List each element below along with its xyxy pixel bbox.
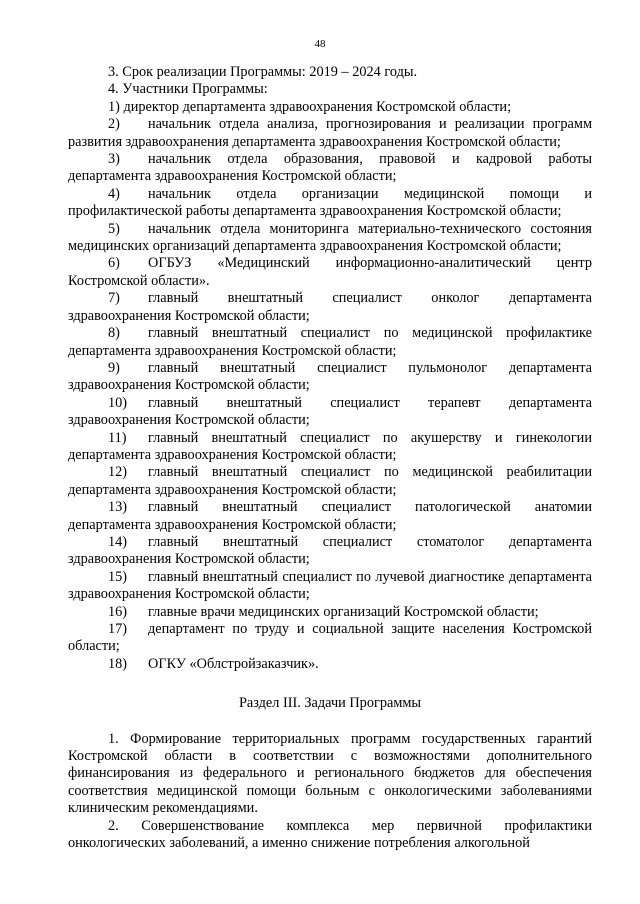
participant-number: 9) bbox=[108, 359, 120, 376]
participant-text: главный внештатный специалист по акушерству и гинекологии департамента здравоохранения Костромской области; bbox=[68, 429, 592, 463]
participant-number: 12) bbox=[108, 464, 128, 481]
participant-text: главный внештатный специалист патологической анатомии департамента здравоохранения Костромской области; bbox=[68, 499, 592, 533]
participant-number: 14) bbox=[108, 533, 128, 550]
participant-item bbox=[68, 656, 592, 673]
participant-number: 17) bbox=[108, 621, 128, 637]
participant-number: 15) bbox=[108, 568, 128, 585]
participant-text: главный внештатный специалист по лучевой диагностике департамента здравоохранения Костромской области; bbox=[68, 568, 592, 603]
task-paragraph: 1. Формирование территориальных программ государственных гарантий Костромской области в соответствии с возможностями дополнительного финансирования из федерального и регионального бюджетов для обеспечения соответствия медицинской помощи больным с онкологическими заболеваниями клиническим рекомендациями. bbox=[68, 730, 592, 817]
participant-item bbox=[68, 569, 592, 604]
participant-item bbox=[68, 151, 592, 186]
participant-number: 10) bbox=[108, 394, 128, 411]
participant-item bbox=[68, 116, 592, 151]
participant-item-1: 1) директор департамента здравоохранения Костромской области; bbox=[108, 98, 512, 115]
participant-number: 4) bbox=[108, 185, 120, 202]
participant-item bbox=[68, 604, 592, 621]
participant-text: начальник отдела образования, правовой и кадровой работы департамента здравоохранения Костромской области; bbox=[68, 151, 592, 185]
document-body bbox=[68, 64, 592, 852]
participant-text: главный внештатный специалист стоматолог департамента здравоохранения Костромской области; bbox=[68, 533, 592, 568]
participant-item bbox=[68, 290, 592, 325]
participant-number: 5) bbox=[108, 220, 120, 237]
participant-number: 7) bbox=[108, 290, 120, 307]
participant-item bbox=[68, 621, 592, 656]
participant-item bbox=[68, 186, 592, 221]
participant-text: главный внештатный специалист по медицинской профилактике департамента здравоохранения Костромской области; bbox=[68, 325, 592, 359]
participant-text: главный внештатный специалист по медицинской реабилитации департамента здравоохранения Костромской области; bbox=[68, 464, 592, 498]
participant-item bbox=[68, 430, 592, 465]
participants-list bbox=[68, 116, 592, 673]
participant-item bbox=[68, 325, 592, 360]
participant-item bbox=[68, 499, 592, 534]
participant-number: 13) bbox=[108, 499, 128, 516]
task-paragraph: 2. Совершенствование комплекса мер первичной профилактики онкологических заболеваний, а именно снижение потребления алкогольной bbox=[68, 817, 592, 852]
section-title: Раздел III. Задачи Программы bbox=[238, 695, 422, 712]
participant-text: ОГКУ «Облстройзаказчик». bbox=[148, 655, 319, 672]
participant-item bbox=[68, 395, 592, 430]
participant-text: главный внештатный специалист терапевт департамента здравоохранения Костромской области; bbox=[68, 394, 592, 429]
participant-text: главный внештатный специалист пульмонолог департамента здравоохранения Костромской области; bbox=[68, 359, 592, 394]
participant-item bbox=[68, 255, 592, 290]
participant-number: 16) bbox=[108, 603, 128, 620]
participant-text: главные врачи медицинских организаций Костромской области; bbox=[148, 603, 539, 620]
participant-text: начальник отдела мониторинга материально-технического состояния медицинских организаций департамента здравоохранения Костромской области; bbox=[68, 220, 592, 255]
participants-heading: 4. Участники Программы: bbox=[108, 81, 268, 98]
participant-number: 18) bbox=[108, 655, 128, 672]
participant-item bbox=[68, 534, 592, 569]
page-number: 48 bbox=[314, 38, 326, 50]
program-term-line: 3. Срок реализации Программы: 2019 – 2024 годы. bbox=[108, 64, 418, 80]
participant-item bbox=[68, 360, 592, 395]
participant-number: 8) bbox=[108, 325, 120, 342]
participant-text: департамент по труду и социальной защите населения Костромской области; bbox=[68, 621, 592, 655]
participant-number: 3) bbox=[108, 151, 120, 168]
participant-item bbox=[68, 464, 592, 499]
participant-number: 6) bbox=[108, 255, 120, 272]
participant-text: начальник отдела анализа, прогнозирования и реализации программ развития здравоохранения департамента здравоохранения Костромской области; bbox=[68, 116, 592, 150]
participant-text: начальник отдела организации медицинской помощи и профилактической работы департамента здравоохранения Костромской области; bbox=[68, 185, 592, 220]
participant-item bbox=[68, 221, 592, 256]
participant-number: 11) bbox=[108, 429, 127, 446]
participant-text: главный внештатный специалист онколог департамента здравоохранения Костромской области; bbox=[68, 290, 592, 324]
participant-number: 2) bbox=[108, 116, 120, 133]
participant-text: ОГБУЗ «Медицинский информационно-аналитический центр Костромской области». bbox=[68, 255, 592, 289]
tasks-list bbox=[68, 731, 592, 853]
